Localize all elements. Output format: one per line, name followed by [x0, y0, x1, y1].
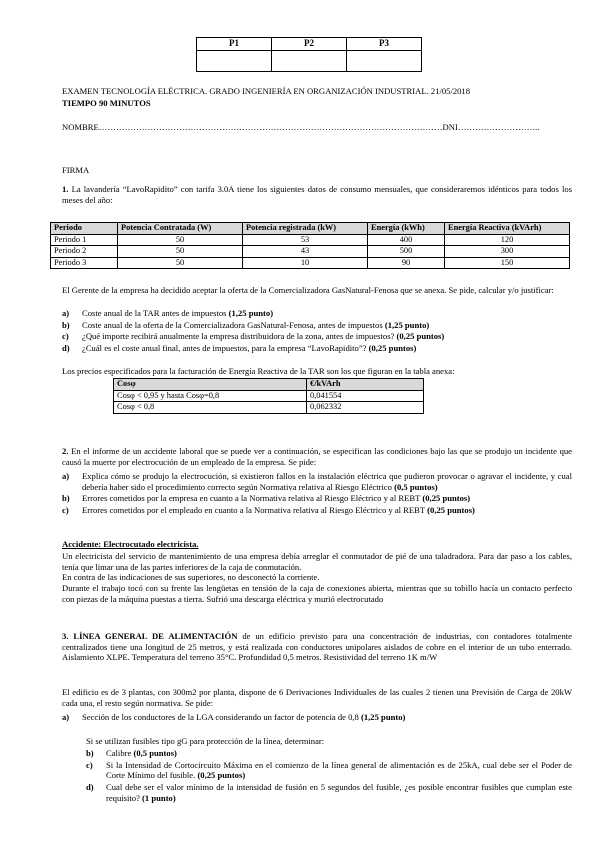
table-cell: 50	[118, 257, 243, 269]
q3-title: LÍNEA GENERAL DE ALIMENTACIÓN	[73, 631, 238, 641]
q2-items	[62, 471, 572, 517]
score-cell-p3	[347, 51, 422, 72]
q1-statement: El Gerente de la empresa ha decidido aceptar la oferta de la Comercializadora GasNatural-Fenosa que se anexa. Se pide, calcular y/o justificar:	[62, 285, 554, 295]
q3-item-a	[62, 712, 572, 724]
table-header: Cosφ	[114, 379, 307, 391]
item-label: b)	[62, 493, 70, 504]
accident-report	[62, 551, 572, 605]
item-label: a)	[62, 712, 70, 722]
score-cell-p2	[272, 51, 347, 72]
item-points: (0,5 puntos)	[394, 481, 438, 492]
table-row	[114, 390, 424, 402]
list-item	[62, 320, 572, 331]
list-item	[62, 493, 572, 504]
score-header-p1: P1	[197, 38, 272, 51]
item-label: c)	[62, 505, 69, 516]
dni-label: DNI	[442, 122, 458, 132]
item-points: (1,25 punto)	[384, 319, 430, 330]
table-header: Potencia registrada (kW)	[243, 223, 368, 235]
table-row	[51, 234, 570, 246]
table-cell: Cosφ < 0,95 y hasta Cosφ=0,8	[114, 390, 307, 402]
exam-title: EXAMEN TECNOLOGÍA ELÉCTRICA. GRADO INGENIERÍA EN ORGANIZACIÓN INDUSTRIAL. 21/05/2018	[62, 86, 471, 96]
name-label: NOMBRE	[62, 122, 99, 132]
q1-number: 1.	[62, 184, 69, 194]
accident-title: Accidente: Electrocutado electricista.	[62, 539, 199, 549]
table-header: Energía Reactiva (kVArh)	[445, 223, 570, 235]
table-cell: 300	[445, 246, 570, 258]
table-cell: 400	[368, 234, 445, 246]
table-cell: 150	[445, 257, 570, 269]
item-text: ¿Cuál es el coste anual final, antes de impuestos, para la empresa “LavoRapidito”?	[82, 343, 367, 354]
item-points: (1,25 punto)	[228, 308, 274, 318]
item-text: Errores cometidos por la empresa en cuanto a la Normativa relativa al Riesgo Eléctrico y al REBT	[82, 493, 421, 504]
item-text: Sección de los conductores de la LGA considerando un factor de potencia de 0,8	[82, 712, 359, 722]
table-header: Potencia Contratada (W)	[118, 223, 243, 235]
table-cell: 0,041554	[307, 390, 424, 402]
q2-intro-text: En el informe de un accidente laboral que se puede ver a continuación, se especifican las condiciones bajo las que se produjo un incidente que causó la muerte por electrocución de un empleado de la empresa. Se pide:	[62, 446, 572, 467]
table-cell: 50	[118, 234, 243, 246]
table-cell: Cosφ < 0,8	[114, 402, 307, 414]
item-label: c)	[62, 331, 69, 342]
table-cell: 10	[243, 257, 368, 269]
table-cell: 500	[368, 246, 445, 258]
item-text: Cual debe ser el valor mínimo de la intensidad de fusión en 5 segundos del fusible, ¿es posible encontrar fusibles que cumplan este requisito?	[106, 782, 572, 803]
score-header-p3: P3	[347, 38, 422, 51]
item-text: Calibre	[106, 748, 132, 758]
table-cell: 90	[368, 257, 445, 269]
table-row	[51, 257, 570, 269]
q1-intro	[62, 184, 572, 205]
q3-building: El edificio es de 3 plantas, con 300m2 por planta, dispone de 6 Derivaciones Individuales de las cuales 2 tienen una Previsión de Carga de 20kW cada una, el resto según normativa. Se pide:	[62, 687, 572, 708]
item-label: c)	[86, 759, 93, 770]
table-cell: Periodo 2	[51, 246, 118, 258]
signature-label: FIRMA	[62, 165, 90, 175]
q1-items	[62, 308, 572, 355]
item-label: b)	[86, 748, 94, 758]
dni-field[interactable]: ………………………..	[457, 122, 540, 132]
item-text: ¿Qué importe recibirá anualmente la empresa distribuidora de la zona, antes de impuestos?	[82, 331, 395, 342]
item-text: Coste anual de la TAR antes de impuestos	[82, 308, 227, 318]
list-item	[86, 748, 572, 759]
item-label: d)	[86, 782, 94, 793]
list-item	[62, 712, 572, 723]
item-points: (0,25 puntos)	[427, 505, 475, 516]
accident-line: Durante el trabajo tocó con su frente las lengüetas en tensión de la caja de conexiones abierta, mientras que su tobillo hacía un contacto perfecto con piezas de la máquina puestas a tierra. Sufrió una descarga eléctrica y murió electrocutado	[62, 583, 572, 604]
list-item	[86, 782, 572, 803]
table-header: €/kVArh	[307, 379, 424, 391]
consumption-table	[50, 222, 570, 269]
q3-intro	[62, 631, 572, 663]
q2-number: 2.	[62, 446, 69, 456]
list-item	[62, 308, 572, 319]
list-item	[62, 505, 572, 516]
table-header: Energía (kWh)	[368, 223, 445, 235]
item-text: Coste anual de la oferta de la Comercializadora GasNatural-Fenosa, antes de impuestos	[82, 319, 383, 330]
item-text: Si la Intensidad de Cortocircuito Máxima en el comienzo de la línea general de alimentación es de 25kA, cual debe ser el Poder de Corte Mínimo del fusible.	[106, 759, 572, 781]
table-cell: 50	[118, 246, 243, 258]
accident-line: Un electricista del servicio de mantenimiento de una empresa debía arreglar el conmutador de pié de una taladradora. Para dar paso a los cables, tenía que limar una de las partes inferiores de la caja de conmutación.	[62, 551, 572, 572]
item-points: (1,25 punto)	[360, 712, 406, 722]
list-item	[62, 331, 572, 342]
name-line	[62, 122, 539, 133]
reactive-price-table	[113, 378, 424, 414]
item-points: (0,25 puntos)	[368, 343, 417, 354]
table-cell: 0,062332	[307, 402, 424, 414]
q3-fuses-intro: Si se utilizan fusibles tipo gG para protección de la línea, determinar:	[86, 736, 325, 746]
accident-line: En contra de las indicaciones de sus superiores, no desconectó la corriente.	[62, 572, 320, 583]
table-cell: 120	[445, 234, 570, 246]
table-cell: Periodo 3	[51, 257, 118, 269]
q3-intro-text: de un edificio previsto para una concentración de industrias, con contadores totalmente centralizados tiene una longitud de 25 metros, y está realizada con conductores unipolares aislados de cobre en el interior de un tubo enterrado. Aislamiento XLPE. Temperatura del terreno 35°C. Profundidad 0,5 metros. Resistividad del terreno 1K m/W	[62, 631, 572, 663]
table-row	[114, 402, 424, 414]
list-item	[86, 760, 572, 781]
item-text: Errores cometidos por el empleado en cuanto a la Normativa relativa al Riesgo Eléctrico y al REBT	[82, 505, 425, 516]
score-cell-p1	[197, 51, 272, 72]
q2-intro	[62, 446, 572, 467]
item-points: (0,25 puntos)	[396, 331, 445, 342]
score-table	[196, 37, 422, 72]
score-header-p2: P2	[272, 38, 347, 51]
name-field[interactable]: …………………………………………………………………………………………………………	[98, 122, 443, 132]
table-row	[51, 246, 570, 258]
item-label: d)	[62, 343, 70, 354]
item-label: a)	[62, 471, 70, 481]
item-points: (0,5 puntos)	[133, 748, 177, 758]
item-points: (0,25 puntos)	[197, 770, 246, 781]
table-cell: 53	[243, 234, 368, 246]
table-header: Periodo	[51, 223, 118, 235]
list-item	[62, 343, 572, 354]
q1-intro-text: La lavandería “LavoRapidito” con tarifa 3.0A tiene los siguientes datos de consumo mensuales, que consideraremos idénticos para todos los meses del año:	[62, 184, 572, 205]
table-cell: Periodo 1	[51, 234, 118, 246]
exam-time: TIEMPO 90 MINUTOS	[62, 98, 151, 108]
q1-reactive-intro: Los precios especificados para la facturación de Energía Reactiva de la TAR son los que figuran en la tabla anexa:	[62, 366, 455, 376]
q3-number: 3.	[62, 631, 69, 641]
list-item	[62, 471, 572, 492]
item-text: Explica cómo se produjo la electrocución, si existieron fallos en la instalación eléctrica que pudieron provocar o agravar el incidente, y cual debería haber sido el procedimiento correcto según Normativa relativa al Riesgo Eléctrico	[82, 471, 572, 492]
item-points: (0,25 puntos)	[422, 493, 471, 504]
item-points: (1 punto)	[142, 792, 176, 803]
q3-items	[86, 748, 572, 805]
item-label: b)	[62, 319, 70, 330]
item-label: a)	[62, 308, 70, 318]
table-cell: 43	[243, 246, 368, 258]
